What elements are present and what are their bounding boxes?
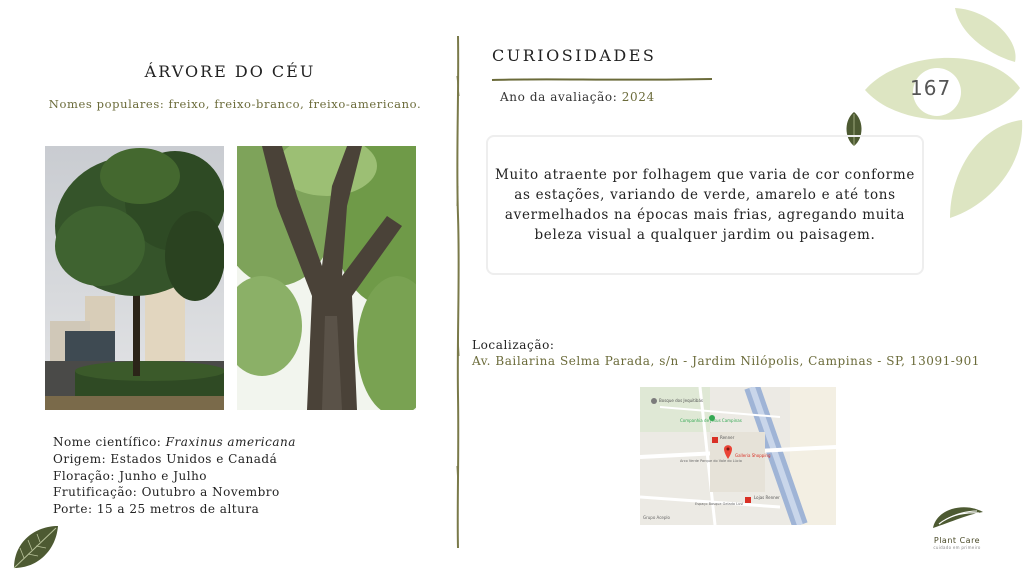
logo-name: Plant Care xyxy=(933,536,981,545)
tree-photo-trunk xyxy=(237,146,416,410)
leaf-icon xyxy=(10,522,60,572)
size-row: Porte: 15 a 25 metros de altura xyxy=(53,502,260,517)
map-label-3: Renner xyxy=(720,435,735,440)
plant-care-logo xyxy=(922,502,992,552)
logo-tagline: cuidado em primeiro xyxy=(933,545,981,550)
location-label: Localização: xyxy=(472,338,555,352)
flowering-row: Floração: Junho e Julho xyxy=(53,468,208,483)
vertical-divider xyxy=(452,36,464,548)
evaluation-year: Ano da avaliação: 2024 xyxy=(500,90,655,104)
popular-names: Nomes populares: freixo, freixo-branco, freixo-americano. xyxy=(48,97,422,111)
scientific-name: Fraxinus americana xyxy=(165,435,296,449)
badge-number: 167 xyxy=(910,76,952,100)
map-label-4: Lojas Renner xyxy=(754,495,780,500)
year-value: 2024 xyxy=(621,90,655,104)
fruiting-row: Frutificação: Outubro a Novembro xyxy=(53,485,280,500)
map-label-7: Grupo Aceplo xyxy=(643,515,670,520)
map-label-2: Companhia de Jesus Campinas xyxy=(680,418,742,423)
map-label-6: Espaço Bosque Gelado Luvi xyxy=(695,502,744,506)
tree-title: ÁRVORE DO CÉU xyxy=(144,62,316,81)
map-label-5: Arco Verde Parque do Vale do Lúcio xyxy=(680,459,742,463)
description-box: Muito atraente por folhagem que varia de cor conforme as estações, variando de verde, amarelo e até tons avermelhados na épocas mais frias, agregando muita beleza visual a qualquer jardim ou paisagem. xyxy=(486,135,924,275)
scientific-name-row: Nome científico: Fraxinus americana xyxy=(53,435,296,449)
species-specs xyxy=(53,434,296,518)
location-address: Av. Bailarina Selma Parada, s/n - Jardim Nilópolis, Campinas - SP, 13091-901 xyxy=(472,354,980,368)
tree-photo-full xyxy=(45,146,224,410)
map-label-1: Bosque dos Jequitibás xyxy=(659,398,704,403)
map-pin-label: Galleria Shopping xyxy=(735,453,771,458)
title-underline xyxy=(490,68,714,74)
location-map[interactable] xyxy=(640,387,836,525)
origin-row: Origem: Estados Unidos e Canadá xyxy=(53,451,278,466)
section-title: CURIOSIDADES xyxy=(492,46,657,65)
